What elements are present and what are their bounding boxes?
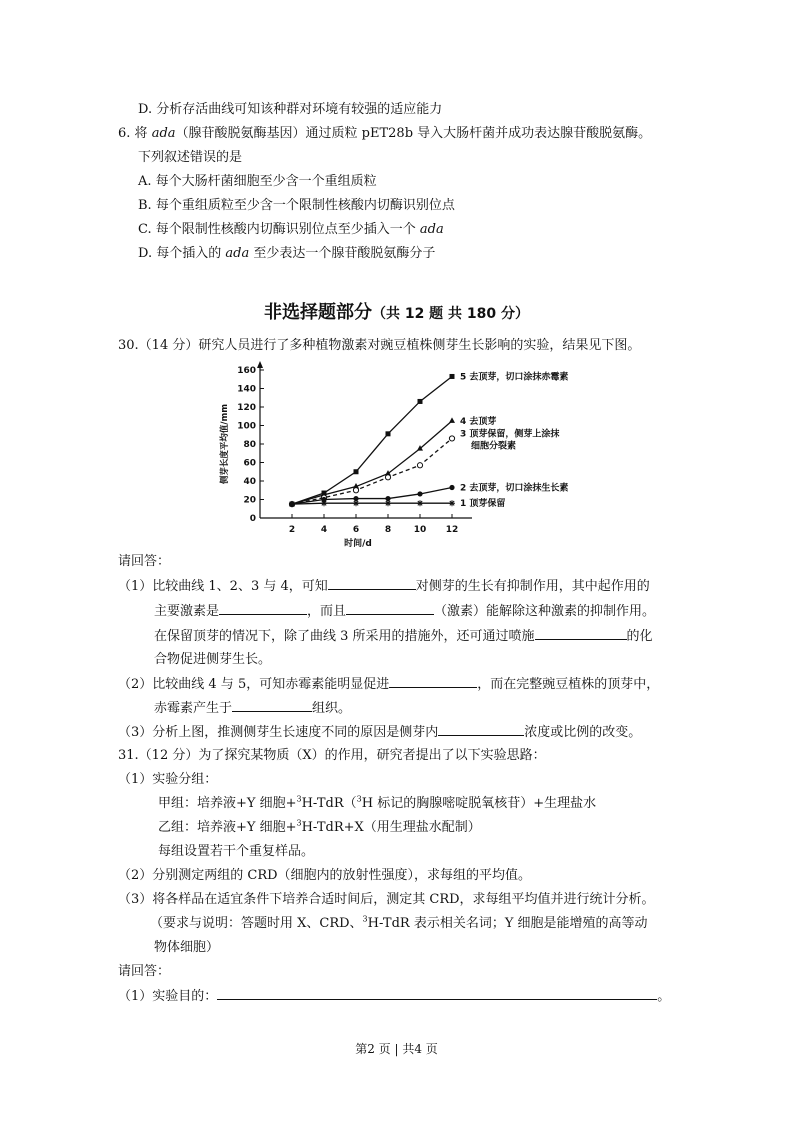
q6-option-c [138, 220, 444, 240]
data-point-s2 [449, 485, 454, 490]
q31-answer1-label: （1）实验目的： [118, 989, 218, 1004]
q30-p1-text-d: ，而且 [307, 604, 347, 619]
y-tick-label: 60 [243, 458, 256, 469]
legend-series-2: 2 去顶芽，切口涂抹生长素 [460, 483, 569, 494]
q30-p2-text-d: 组织。 [312, 701, 352, 716]
q6-number: 6. [118, 126, 131, 141]
page-footer: 第2 页 | 共4 页 [355, 1042, 438, 1056]
q6-option-b: B. 每个重组质粒至少含一个限制性核酸内切酶识别位点 [138, 198, 455, 213]
q31-step3: （3）将各样品在适宜条件下培养合适时间后，测定其 CRD，求每组平均值并进行统计分析。 [118, 892, 655, 907]
q30-p1-text-e: （激素）能解除这种激素的抑制作用。 [434, 604, 656, 619]
q30-p1-text-b: 对侧芽的生长有抑制作用，其中起作用的 [415, 579, 650, 594]
legend-series-1: 1 顶芽保留 [460, 499, 506, 510]
q31-jia-mid: H-TdR（ [301, 796, 357, 811]
q30-p2-text-a: （2）比较曲线 4 与 5，可知赤霉素能明显促进 [118, 677, 390, 692]
y-axis-label: 侧芽长度平均值/mm [220, 403, 230, 485]
data-point-s1 [321, 500, 327, 506]
q6-option-c-text: C. 每个限制性核酸内切酶识别位点至少插入一个 [138, 222, 416, 237]
x-tick-label: 4 [320, 525, 328, 535]
q30-blank-6[interactable] [232, 698, 312, 712]
q31-jia-sup: 3 [296, 794, 302, 804]
y-tick-label: 100 [237, 421, 256, 432]
q31-replicates: 每组设置若干个重复样品。 [158, 844, 315, 859]
q30-part2-line2 [154, 698, 351, 719]
q30-p1-text-a: （1）比较曲线 1、2、3 与 4，可知 [118, 579, 328, 594]
data-point-s1 [353, 500, 359, 506]
q31-answer1-end: 。 [657, 989, 671, 1004]
data-point-s3 [353, 488, 358, 493]
series-line-5 [292, 376, 452, 504]
series-line-4 [292, 421, 452, 504]
q31-note-line2: 物体细胞） [154, 940, 220, 955]
q30-stem: 30.（14 分）研究人员进行了多种植物激素对豌豆植株侧芽生长影响的实验，结果见下图。 [118, 338, 641, 353]
q6-option-d-pre: D. 每个插入的 [138, 246, 222, 261]
q31-yi-pre: 乙组：培养液+Y 细胞+ [158, 820, 297, 835]
x-tick-label: 8 [384, 525, 392, 535]
y-tick-label: 40 [243, 477, 256, 487]
q6-stem-pre: 将 [134, 126, 148, 141]
q30-answer-prompt: 请回答： [118, 554, 171, 569]
q30-blank-5[interactable] [389, 674, 477, 688]
q31-yi-sup: 3 [296, 818, 302, 828]
y-tick-label: 80 [243, 440, 256, 450]
q30-p1-text-g: 的化 [626, 629, 653, 644]
data-point-s3 [417, 463, 422, 468]
x-tick-label: 2 [288, 525, 296, 535]
q6-stem [118, 124, 651, 144]
q5-option-d: D. 分析存活曲线可知该种群对环境有较强的适应能力 [138, 102, 443, 117]
x-tick-label: 6 [352, 525, 360, 535]
q30-part1-line4: 合物促进侧芽生长。 [154, 652, 272, 667]
data-point-s5 [418, 399, 423, 404]
q30-part3 [118, 722, 641, 743]
y-axis-arrow [257, 361, 263, 368]
q31-step1: （1）实验分组： [118, 772, 218, 787]
data-point-s1 [289, 501, 295, 507]
series-line-1 [292, 503, 452, 504]
q30-blank-3[interactable] [346, 601, 434, 615]
data-point-s2 [417, 491, 422, 496]
section-title [0, 298, 793, 324]
data-point-s5 [354, 469, 359, 474]
legend-series-5: 5 去顶芽，切口涂抹赤霉素 [460, 372, 569, 383]
legend-series-3-line2: 细胞分裂素 [471, 441, 517, 452]
q31-stem: 31.（12 分）为了探究某物质（X）的作用，研究者提出了以下实验思路： [118, 748, 546, 763]
q30-blank-4[interactable] [535, 626, 627, 640]
data-point-s1 [417, 500, 423, 506]
q30-p2-text-b: ，而在完整豌豆植株的顶芽中， [477, 677, 660, 692]
q31-step2: （2）分别测定两组的 CRD（细胞内的放射性强度），求每组的平均值。 [118, 868, 532, 883]
q6-option-d-term: ada [225, 246, 250, 261]
q31-note-pre: （要求与说明：答题时用 X、CRD、 [150, 916, 363, 931]
q30-p3-text-a: （3）分析上图，推测侧芽生长速度不同的原因是侧芽内 [118, 725, 439, 740]
q31-jia-sup2: 3 [356, 794, 362, 804]
q6-stem-line2: 下列叙述错误的是 [138, 150, 243, 165]
q31-group-jia [158, 794, 596, 814]
q30-part1-line1 [118, 576, 650, 597]
q6-stem-post: （腺苷酸脱氨酶基因）通过质粒 pET28b 导入大肠杆菌并成功表达腺苷酸脱氨酶。 [175, 126, 652, 141]
q30-part2-line1 [118, 674, 659, 695]
data-point-s5 [450, 374, 455, 379]
data-point-s3 [449, 436, 454, 441]
q30-part1-line3 [154, 626, 653, 647]
q6-option-c-term: ada [419, 222, 444, 237]
q6-option-a: A. 每个大肠杆菌细胞至少含一个重组质粒 [138, 174, 377, 189]
q31-jia-pre: 甲组：培养液+Y 细胞+ [158, 796, 297, 811]
series-line-3 [292, 438, 452, 504]
q6-term-ada: ada [151, 126, 176, 141]
legend-series-4: 4 去顶芽 [460, 416, 497, 427]
data-point-s4 [449, 417, 455, 423]
y-tick-label: 140 [237, 384, 256, 395]
q30-blank-2[interactable] [219, 601, 307, 615]
q30-p3-text-b: 浓度或比例的改变。 [524, 725, 642, 740]
q31-jia-post: H 标记的胸腺嘧啶脱氧核苷）+生理盐水 [361, 796, 597, 811]
data-point-s1 [385, 500, 391, 506]
q31-note-line1 [150, 914, 648, 934]
data-point-s1 [449, 500, 455, 506]
y-tick-label: 0 [249, 514, 256, 524]
q31-note-sup: 3 [362, 914, 368, 924]
legend-series-3: 3 顶芽保留，侧芽上涂抹 [460, 429, 560, 440]
growth-chart [215, 358, 635, 554]
q31-answer1 [118, 986, 670, 1007]
section-title-main: 非选择题部分 [263, 302, 372, 323]
q30-blank-7[interactable] [438, 722, 524, 736]
q31-yi-post: H-TdR+X（用生理盐水配制） [301, 820, 481, 835]
q6-option-d-post: 至少表达一个腺苷酸脱氨酶分子 [253, 246, 436, 261]
x-tick-label: 10 [413, 525, 427, 535]
q30-part1-line2 [154, 601, 655, 622]
q6-option-d [138, 244, 435, 264]
y-tick-label: 20 [243, 495, 256, 506]
section-title-sub: （共 12 题 共 180 分） [371, 306, 530, 322]
data-point-s3 [385, 475, 390, 480]
q30-blank-1[interactable] [328, 576, 416, 590]
q31-note-post: H-TdR 表示相关名词；Y 细胞是能增殖的高等动 [367, 916, 648, 931]
q30-p1-text-c: 主要激素是 [154, 604, 220, 619]
q31-group-yi [158, 818, 481, 838]
x-axis-label: 时间/d [344, 539, 372, 549]
data-point-s5 [386, 431, 391, 436]
q30-p2-text-c: 赤霉素产生于 [154, 701, 233, 716]
y-tick-label: 120 [237, 403, 256, 413]
x-tick-label: 12 [445, 525, 459, 535]
q31-answer-prompt: 请回答： [118, 964, 171, 979]
q30-p1-text-f: 在保留顶芽的情况下，除了曲线 3 所采用的措施外，还可通过喷施 [154, 629, 535, 644]
q31-blank-purpose[interactable] [217, 986, 657, 1000]
y-tick-label: 160 [237, 366, 256, 376]
